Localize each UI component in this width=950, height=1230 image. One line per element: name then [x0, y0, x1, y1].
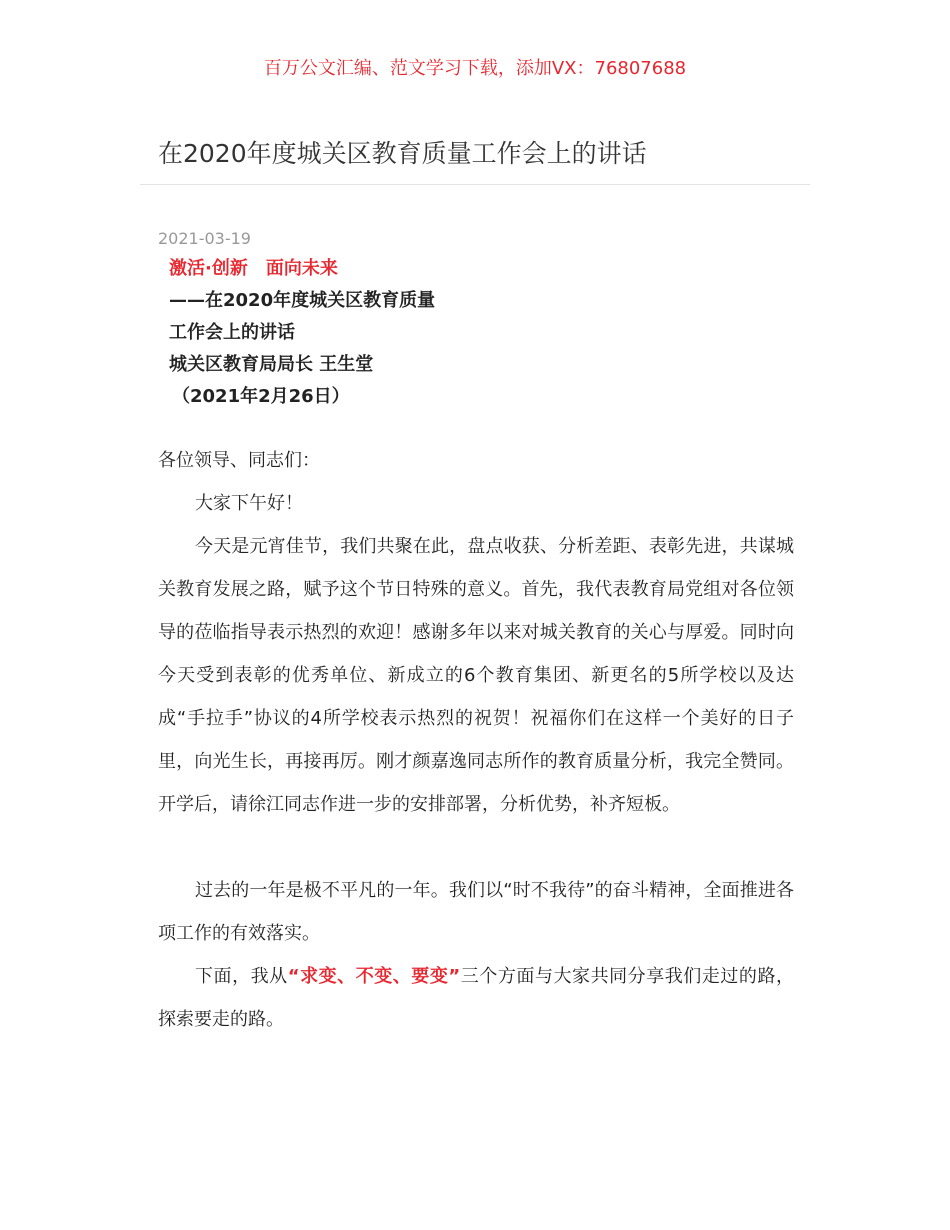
paragraph-4-rest: 三个方面与大家共同分享我们走过的路，探索要走的路。: [158, 966, 795, 1030]
speech-subtitle-line1: ——在2020年度城关区教育质量: [169, 290, 436, 311]
publish-date: 2021-03-19: [158, 229, 251, 248]
speech-headline: 激活·创新 面向未来: [169, 258, 338, 279]
speaker-name: 城关区教育局局长 王生堂: [169, 354, 374, 375]
paragraph-1: 大家下午好！: [195, 493, 303, 514]
article-title: 在2020年度城关区教育质量工作会上的讲话: [158, 139, 647, 168]
speech-date: （2021年2月26日）: [172, 386, 350, 407]
paragraph-4-highlight: “求变、不变、要变”: [287, 966, 461, 987]
paragraph-2: 今天是元宵佳节，我们共聚在此，盘点收获、分析差距、表彰先进，共谋城关教育发展之路，赋予这个节日特殊的意义。首先，我代表教育局党组对各位领导的莅临指导表示热烈的欢迎！感谢多年以来对城关教育的关心与厚爱。同时向今天受到表彰的优秀单位、新成立的6个教育集团、新更名的5所学校以及达成“手拉手”协议的4所学校表示热烈的祝贺！祝福你们在这样一个美好的日子里，向光生长，再接再厉。刚才颜嘉逸同志所作的教育质量分析，我完全赞同。开学后，请徐江同志作进一步的安排部署，分析优势，补齐短板。: [158, 536, 794, 815]
salutation: 各位领导、同志们：: [158, 450, 320, 471]
paragraph-4-intro: 下面，我从: [195, 966, 288, 987]
paragraph-3: 过去的一年是极不平凡的一年。我们以“时不我待”的奋斗精神，全面推进各项工作的有效落实。: [158, 880, 794, 944]
title-divider: [140, 184, 810, 185]
paragraph-4: [158, 955, 794, 1041]
speech-subtitle-line2: 工作会上的讲话: [169, 322, 295, 343]
promo-banner: 百万公文汇编、范文学习下载，添加VX：76807688: [263, 58, 687, 79]
